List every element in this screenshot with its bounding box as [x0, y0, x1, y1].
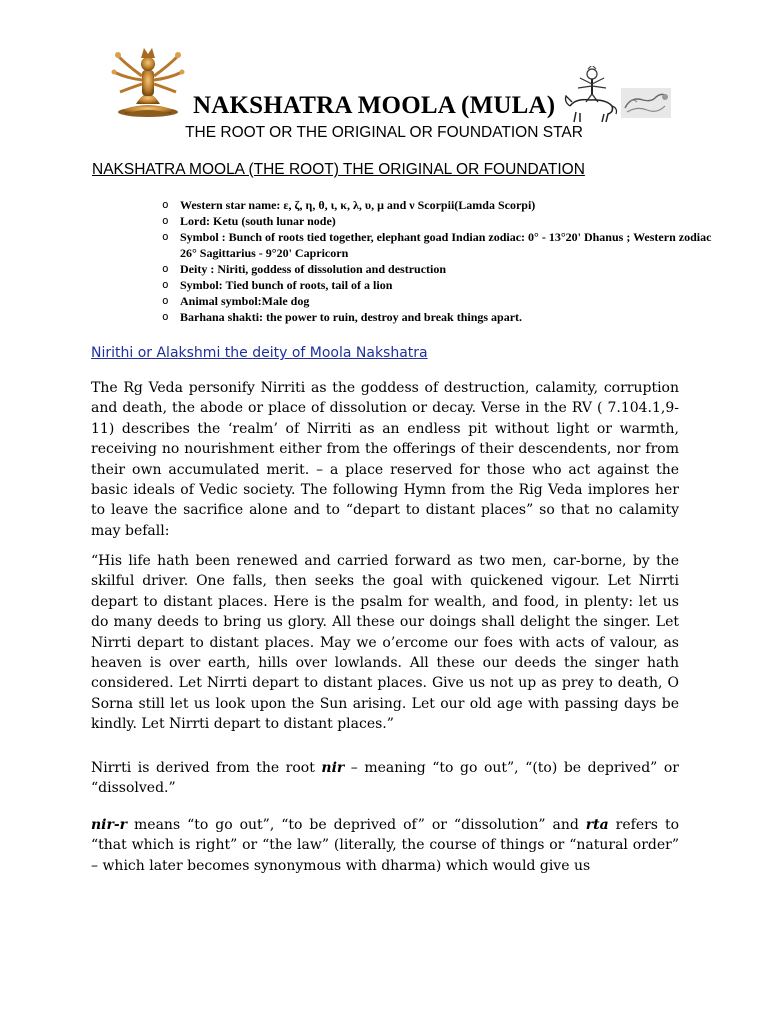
fact-animal-symbol: o Animal symbol:Male dog — [162, 293, 722, 309]
paragraph-etymology — [91, 758, 679, 799]
term-nir: nir — [321, 760, 345, 776]
fact-symbol: o Symbol: Tied bunch of roots, tail of a lion — [162, 277, 722, 293]
paragraph-hymn-quote: “His life hath been renewed and carried forward as two men, car-borne, by the skilful driver. One falls, then seeks the goal with quickened vigour. Let Nirrti depart to distant places. Here is the psalm for wealth, and food, in plenty: let us do many deeds to bring us glory. All these our doings shall delight the singer. Let Nirrti depart to distant places. May we o’ercome our foes with acts of valour, as heaven is over earth, hills over lowlands. All these our deeds the singer hath considered. Let Nirrti depart to distant places. Give us not up as prey to death, O Sorna still let us look upon the Sun arising. Let our old age with passing days be kindly. Let Nirrti depart to distant places.” — [91, 553, 679, 733]
section-heading: NAKSHATRA MOOLA (THE ROOT) THE ORIGINAL OR FOUNDATION — [92, 161, 585, 178]
paragraph-nir-r-rta — [91, 815, 679, 876]
deity-rider-image — [562, 66, 618, 124]
fact-symbol-zodiac: o Symbol : Bunch of roots tied together, elephant goad Indian zodiac: 0° - 13°20' Dhanus ; Western zodiac 26° Sagittarius - 9°20' Capricorn — [162, 229, 722, 261]
lion-sketch-image — [621, 88, 671, 118]
fact-deity: o Deity : Niriti, goddess of dissolution and destruction — [162, 261, 722, 277]
paragraph-rg-veda: The Rg Veda personify Nirriti as the goddess of destruction, calamity, corruption and death, the abode or place of dissolution or decay. Verse in the RV ( 7.104.1,9-11) describes the ‘realm’ of Nirriti as an endless pit without light or warmth, receiving no nourishment either from the offerings of their descendents, nor from their own accumulated merit. – a place reserved for those who act against the basic ideals of Vedic society. The following Hymn from the Rig Veda implores her to leave the sacrifice alone and to “depart to distant places” so that no calamity may befall: — [91, 380, 679, 539]
nir-r-text-end: refers to “that which is right” or “the law” (literally, the course of things or “natural order” – which later becomes synonymous with dharma) which would give us — [91, 817, 679, 874]
golden-deity-image — [108, 44, 188, 118]
term-rta: rta — [585, 817, 609, 833]
etymology-text-end: – meaning “to go out”, “(to) be deprived” or “dissolved.” — [91, 760, 679, 797]
facts-list — [162, 197, 722, 325]
nir-r-text-mid: means “to go out”, “to be deprived of” or “dissolution” and — [127, 817, 586, 833]
etymology-text-start: Nirrti is derived from the root — [91, 760, 322, 776]
fact-shakti: o Barhana shakti: the power to ruin, destroy and break things apart. — [162, 309, 722, 325]
term-nir-r: nir-r — [91, 817, 128, 833]
page-subtitle: THE ROOT OR THE ORIGINAL OR FOUNDATION STAR — [185, 124, 583, 141]
deity-section-link[interactable]: Nirithi or Alakshmi the deity of Moola Nakshatra — [91, 345, 428, 361]
page-title: NAKSHATRA MOOLA (MULA) — [193, 92, 556, 119]
fact-western-star-name: o Western star name: ε, ζ, η, θ, ι, κ, λ, υ, μ and ν Scorpii(Lamda Scorpi) — [162, 197, 722, 213]
fact-lord: o Lord: Ketu (south lunar node) — [162, 213, 722, 229]
